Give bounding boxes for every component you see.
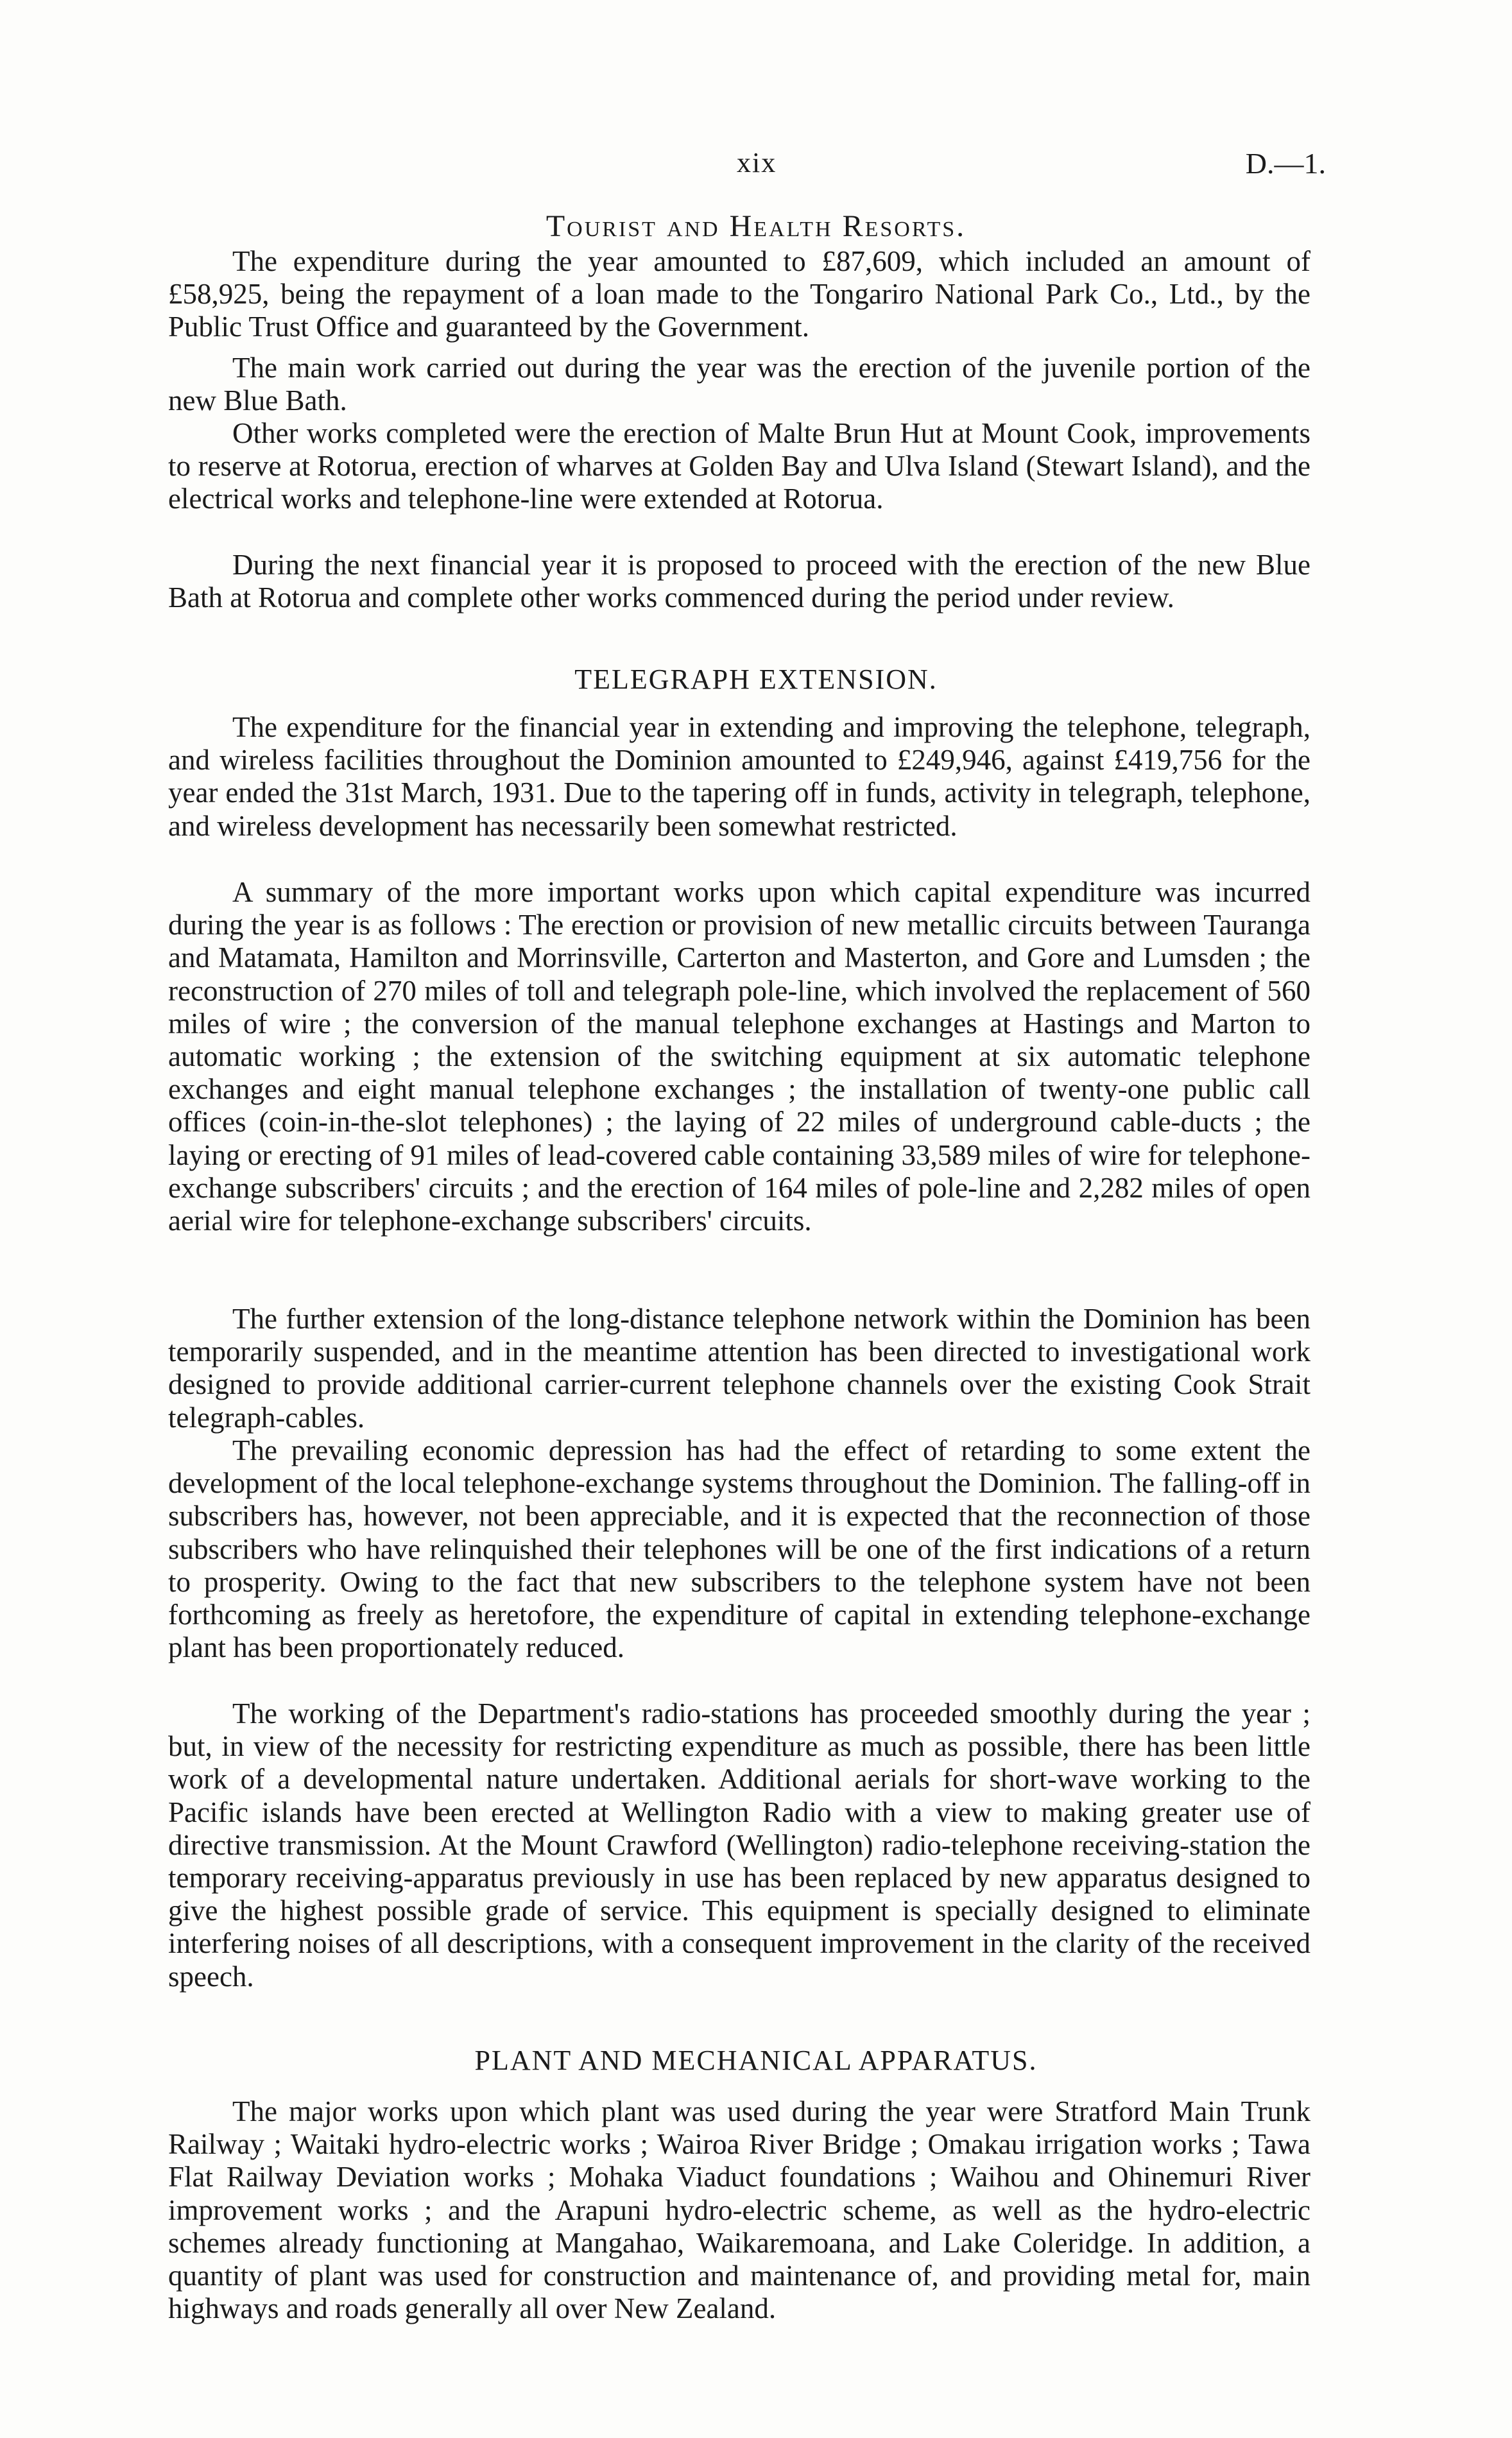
paragraph: The further extension of the long-distance telephone network within the Dominion has been temporarily suspended, and in the meantime attention has been directed to investigational work designed to provide additional carrier-current telephone channels over the existing Cook Strait telegraph-cables. (168, 1303, 1310, 1434)
paragraph: The working of the Department's radio-stations has proceeded smoothly during the year ; but, in view of the necessity for restricting expenditure as much as possible, there has been little work of a developmental nature undertaken. Additional aerials for short-wave working to the Pacific islands have been erected at Wellington Radio with a view to making greater use of directive transmission. At the Mount Crawford (Wellington) radio-telephone receiving-station the temporary receiving-apparatus previously in use has been replaced by new apparatus designed to give the highest possible grade of service. This equipment is specially designed to eliminate interfering noises of all descriptions, with a consequent improvement in the clarity of the received speech. (168, 1697, 1310, 1993)
paragraph: Other works completed were the erection of Malte Brun Hut at Mount Cook, improvements to reserve at Rotorua, erection of wharves at Golden Bay and Ulva Island (Stewart Island), and the electrical works and telephone-line were extended at Rotorua. (168, 417, 1310, 515)
paragraph: During the next financial year it is proposed to proceed with the erection of the new Blue Bath at Rotorua and complete other works commenced during the period under review. (168, 549, 1310, 614)
paragraph: The main work carried out during the year was the erection of the juvenile portion of the new Blue Bath. (168, 352, 1310, 417)
document-reference: D.—1. (1245, 147, 1326, 180)
paragraph: A summary of the more important works upon which capital expenditure was incurred during the year is as follows : The erection or provision of new metallic circuits between Tauranga and Matamata, Hamilton and Morrinsville, Carterton and Masterton, and Gore and Lumsden ; the reconstruction of 270 miles of toll and telegraph pole-line, which involved the replacement of 560 miles of wire ; the conversion of the manual telephone exchanges at Hastings and Marton to automatic working ; the extension of the switching equipment at six automatic telephone exchanges and eight manual telephone exchanges ; the installation of twenty-one public call offices (coin-in-the-slot telephones) ; the laying of 22 miles of underground cable-ducts ; the laying or erecting of 91 miles of lead-covered cable containing 33,589 miles of wire for telephone-exchange subscribers' circuits ; and the erection of 164 miles of pole-line and 2,282 miles of open aerial wire for telephone-exchange subscribers' circuits. (168, 876, 1310, 1237)
page-header (0, 146, 1512, 185)
section-title-telegraph: TELEGRAPH EXTENSION. (574, 664, 938, 695)
paragraph: The expenditure for the financial year in extending and improving the telephone, telegraph, and wireless facilities throughout the Dominion amounted to £249,946, against £419,756 for the year ended the 31st March, 1931. Due to the tapering off in funds, activity in telegraph, telephone, and wireless development has necessarily been somewhat restricted. (168, 711, 1310, 842)
paragraph: The prevailing economic depression has had the effect of retarding to some extent the development of the local telephone-exchange systems throughout the Dominion. The falling-off in subscribers has, however, not been appreciable, and it is expected that the reconnection of those subscribers who have relinquished their telephones will be one of the first indications of a return to prosperity. Owing to the fact that new subscribers to the telephone system have not been forthcoming as freely as heretofore, the expenditure of capital in extending telephone-exchange plant has been proportionately reduced. (168, 1434, 1310, 1664)
page-number: xix (737, 147, 777, 178)
paragraph: The major works upon which plant was used during the year were Stratford Main Trunk Railway ; Waitaki hydro-electric works ; Wairoa River Bridge ; Omakau irrigation works ; Tawa Flat Railway Deviation works ; Mohaka Viaduct foundations ; Waihou and Ohinemuri River improvement works ; and the Arapuni hydro-electric scheme, as well as the hydro-electric schemes already functioning at Mangahao, Waikaremoana, and Lake Coleridge. In addition, a quantity of plant was used for construction and maintenance of, and providing metal for, main highways and roads generally all over New Zealand. (168, 2095, 1310, 2325)
section-title-plant: PLANT AND MECHANICAL APPARATUS. (474, 2045, 1038, 2076)
paragraph: The expenditure during the year amounted to £87,609, which included an amount of £58,925, being the repayment of a loan made to the Tongariro National Park Co., Ltd., by the Public Trust Office and guaranteed by the Government. (168, 245, 1310, 343)
section-title-tourist: Tourist and Health Resorts. (546, 209, 966, 243)
